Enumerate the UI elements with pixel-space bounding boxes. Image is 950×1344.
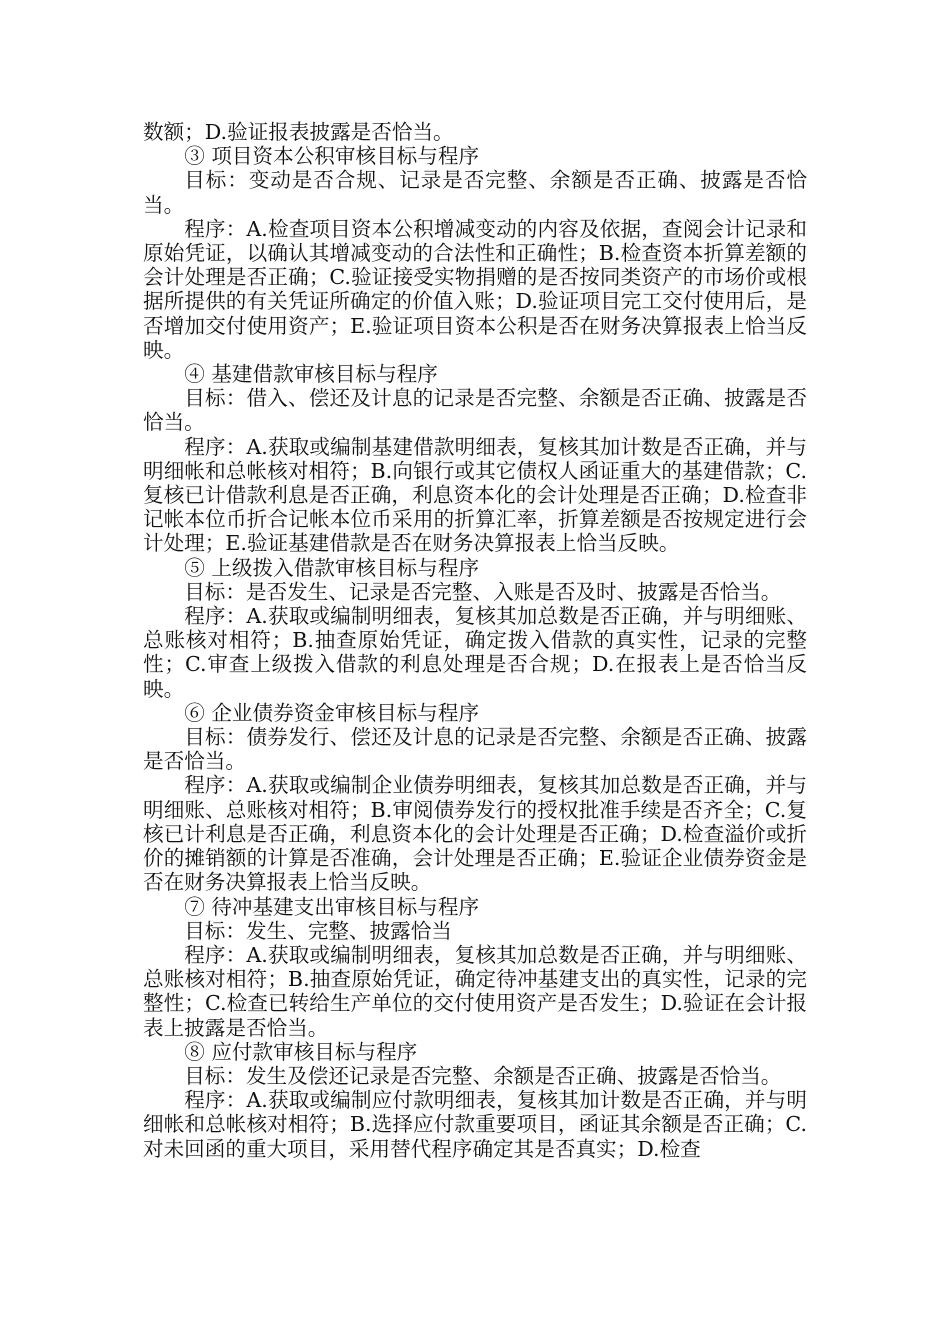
section-heading-4: ④ 基建借款审核目标与程序 xyxy=(184,362,438,387)
section-5-objective: 目标：是否发生、记录是否完整、入账是否及时、披露是否恰当。 xyxy=(184,579,782,604)
section-8-objective: 目标：发生及偿还记录是否完整、余额是否正确、披露是否恰当。 xyxy=(184,1063,782,1088)
section-heading-7: ⑦ 待冲基建支出审核目标与程序 xyxy=(184,894,480,919)
section-6-objective: 目标：债券发行、偿还及计息的记录是否完整、余额是否正确、披露是否恰当。 xyxy=(143,725,807,774)
section-4-procedure: 程序：A.获取或编制基建借款明细表，复核其加计数是否正确，并与明细帐和总帐核对相符；B.向银行或其它债权人函证重大的基建借款；C.复核已计借款利息是否正确，利息资本化的会计处理是否正确；D.检查非记帐本位币折合记帐本位币采用的折算汇率，折算差额是否按规定进行会计处理；E.验证基建借款是否在财务决算报表上恰当反映。 xyxy=(143,434,807,556)
section-heading-6: ⑥ 企业债券资金审核目标与程序 xyxy=(184,700,480,725)
document-page xyxy=(143,120,807,1161)
section-heading-5: ⑤ 上级拨入借款审核目标与程序 xyxy=(184,555,480,580)
section-8-procedure: 程序：A.获取或编制应付款明细表，复核其加计数是否正确，并与明细帐和总帐核对相符；B.选择应付款重要项目，函证其余额是否正确；C.对未回函的重大项目，采用替代程序确定其是否真实；D.检查 xyxy=(143,1088,807,1161)
section-4-objective: 目标：借入、偿还及计息的记录是否完整、余额是否正确、披露是否恰当。 xyxy=(143,386,807,435)
section-heading-8: ⑧ 应付款审核目标与程序 xyxy=(184,1039,418,1064)
section-heading-3: ③ 项目资本公积审核目标与程序 xyxy=(184,144,480,169)
section-3-objective: 目标：变动是否合规、记录是否完整、余额是否正确、披露是否恰当。 xyxy=(143,168,807,217)
section-3-procedure: 程序：A.检查项目资本公积增减变动的内容及依据，查阅会计记录和原始凭证，以确认其增减变动的合法性和正确性；B.检查资本折算差额的会计处理是否正确；C.验证接受实物捐赠的是否按同类资产的市场价或根据所提供的有关凭证所确定的价值入账；D.验证项目完工交付使用后，是否增加交付使用资产；E.验证项目资本公积是否在财务决算报表上恰当反映。 xyxy=(143,216,807,362)
section-5-procedure: 程序：A.获取或编制明细表，复核其加总数是否正确，并与明细账、总账核对相符；B.抽查原始凭证，确定拨入借款的真实性，记录的完整性；C.审查上级拨入借款的利息处理是否合规；D.在报表上是否恰当反映。 xyxy=(143,604,807,701)
section-7-procedure: 程序：A.获取或编制明细表，复核其加总数是否正确，并与明细账、总账核对相符；B.抽查原始凭证，确定待冲基建支出的真实性，记录的完整性；C.检查已转给生产单位的交付使用资产是否发生；D.验证在会计报表上披露是否恰当。 xyxy=(143,942,807,1040)
section-6-procedure: 程序：A.获取或编制企业债券明细表，复核其加总数是否正确，并与明细账、总账核对相符；B.审阅债券发行的授权批准手续是否齐全；C.复核已计利息是否正确，利息资本化的会计处理是否正确；D.检查溢价或折价的摊销额的计算是否准确，会计处理是否正确；E.验证企业债券资金是否在财务决算报表上恰当反映。 xyxy=(143,773,807,895)
section-7-objective: 目标：发生、完整、披露恰当 xyxy=(184,918,452,943)
paragraph-continuation: 数额；D.验证报表披露是否恰当。 xyxy=(143,120,454,144)
